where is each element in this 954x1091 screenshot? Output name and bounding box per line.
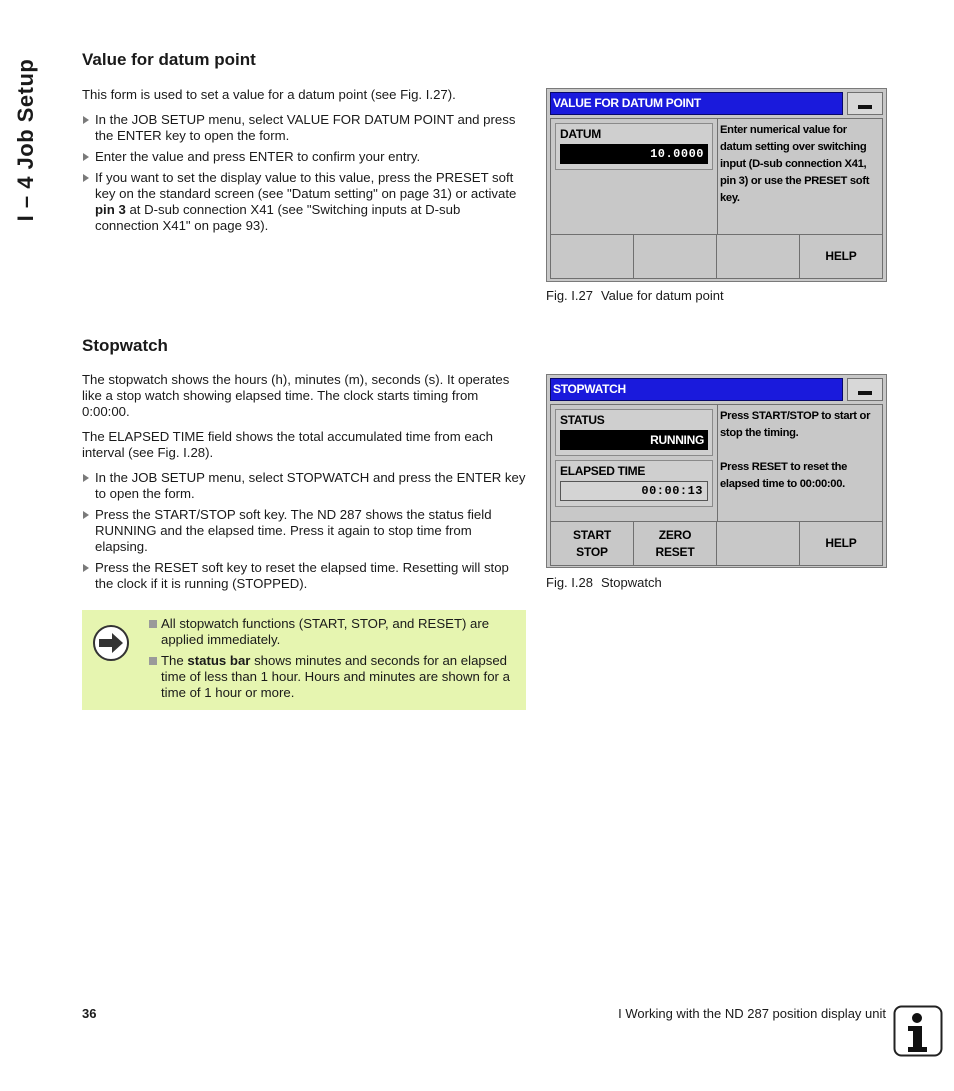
note-item-2: [148, 653, 520, 701]
stopwatch-para-2: The ELAPSED TIME field shows the total accumulated time from each interval (see Fig. I.28).: [82, 429, 493, 460]
datum-screen-body: [550, 118, 883, 235]
section-heading-datum: Value for datum point: [82, 50, 256, 69]
stopwatch-help-text-1: Press START/STOP to start or stop the timing.: [720, 410, 871, 439]
note-box: [82, 610, 526, 710]
status-field-label: STATUS: [560, 413, 605, 427]
stopwatch-step-2: Press the START/STOP soft key. The ND 287 shows the status field RUNNING and the elapsed time. Press it again to stop time from elapsing.: [82, 507, 526, 555]
figure-datum-screen: [546, 88, 887, 282]
datum-field-label: DATUM: [560, 127, 601, 141]
minimize-icon: [847, 378, 883, 401]
datum-step-3: [82, 170, 526, 234]
softkey-help: HELP: [825, 536, 857, 550]
section-body-stopwatch: [82, 372, 526, 597]
datum-step-2: Enter the value and press ENTER to confirm your entry.: [82, 149, 526, 165]
stopwatch-softkey-row: [550, 522, 883, 566]
datum-step-3-text-b: at D-sub connection X41 (see "Switching inputs at D-sub connection X41" on page 93).: [95, 202, 461, 233]
datum-screen-titlebar: [550, 92, 883, 115]
softkey-zero-reset: ZERO RESET: [634, 522, 717, 565]
footer-chapter: I Working with the ND 287 position display unit: [618, 1006, 886, 1021]
softkey-blank: [717, 522, 800, 565]
note-items: [148, 616, 520, 706]
datum-step-3-bold: pin 3: [95, 202, 126, 217]
datum-softkey-3: [717, 235, 800, 278]
stopwatch-step-3: Press the RESET soft key to reset the elapsed time. Resetting will stop the clock if it is running (STOPPED).: [82, 560, 526, 592]
datum-step-1: In the JOB SETUP menu, select VALUE FOR DATUM POINT and press the ENTER key to open the form.: [82, 112, 526, 144]
stopwatch-screen-fields: [551, 405, 718, 521]
arrow-right-icon: [92, 624, 130, 662]
figure-datum-caption-num: Fig. I.27: [546, 288, 593, 303]
elapsed-field-label: ELAPSED TIME: [560, 464, 646, 478]
note-item-1: All stopwatch functions (START, STOP, and RESET) are applied immediately.: [148, 616, 520, 648]
datum-softkey-2: [634, 235, 717, 278]
status-field-group: [555, 409, 713, 456]
stopwatch-para-1: The stopwatch shows the hours (h), minutes (m), seconds (s). It operates like a stop watch showing elapsed time. The clock starts timing from 0:00:00.: [82, 372, 510, 419]
datum-softkey-help: HELP: [825, 249, 857, 263]
note-item-2-text-b: shows minutes and seconds for an elapsed time of less than 1 hour. Hours and minutes are shown for a time of 1 hour or more.: [161, 653, 510, 700]
stopwatch-help: [718, 405, 882, 521]
chapter-side-label: I – 4 Job Setup: [13, 58, 38, 222]
datum-field-group: [555, 123, 713, 170]
figure-stopwatch-caption: [546, 575, 662, 590]
section-body-datum: [82, 87, 526, 239]
figure-datum-caption: [546, 288, 724, 303]
minimize-icon: [847, 92, 883, 115]
page-number: 36: [82, 1006, 97, 1021]
stopwatch-help-text-2: Press RESET to reset the elapsed time to 00:00:00.: [720, 461, 848, 490]
figure-stopwatch-screen: [546, 374, 887, 568]
elapsed-field-group: [555, 460, 713, 507]
info-icon: [893, 1005, 943, 1057]
figure-stopwatch-caption-text: Stopwatch: [600, 575, 662, 590]
datum-help-text: Enter numerical value for datum setting over switching input (D-sub connection X41, pin 3) or use the PRESET soft key.: [720, 124, 870, 204]
datum-softkey-row: [550, 235, 883, 279]
note-item-2-text-a: The: [161, 653, 188, 668]
datum-screen-fields: [551, 119, 718, 234]
figure-datum-caption-text: Value for datum point: [600, 288, 724, 303]
section-heading-stopwatch: Stopwatch: [82, 336, 168, 355]
datum-intro: This form is used to set a value for a datum point (see Fig. I.27).: [82, 87, 456, 102]
stopwatch-screen-title: STOPWATCH: [550, 378, 843, 401]
note-item-2-bold: status bar: [187, 653, 251, 668]
datum-softkey-1: [551, 235, 634, 278]
stopwatch-screen-body: [550, 404, 883, 522]
figure-stopwatch-caption-num: Fig. I.28: [546, 575, 593, 590]
datum-step-3-text-a: If you want to set the display value to this value, press the PRESET soft key on the standard screen (see "Datum setting" on page 31) or activate: [95, 170, 517, 201]
chapter-side-tab: [6, 40, 46, 240]
stopwatch-screen-titlebar: [550, 378, 883, 401]
stopwatch-step-1: In the JOB SETUP menu, select STOPWATCH and press the ENTER key to open the form.: [82, 470, 526, 502]
softkey-start-stop: START STOP: [551, 522, 634, 565]
status-field-value: RUNNING: [560, 430, 708, 450]
datum-screen-title: VALUE FOR DATUM POINT: [550, 92, 843, 115]
datum-field-value: 10.0000: [560, 144, 708, 164]
elapsed-field-value: 00:00:13: [560, 481, 708, 501]
